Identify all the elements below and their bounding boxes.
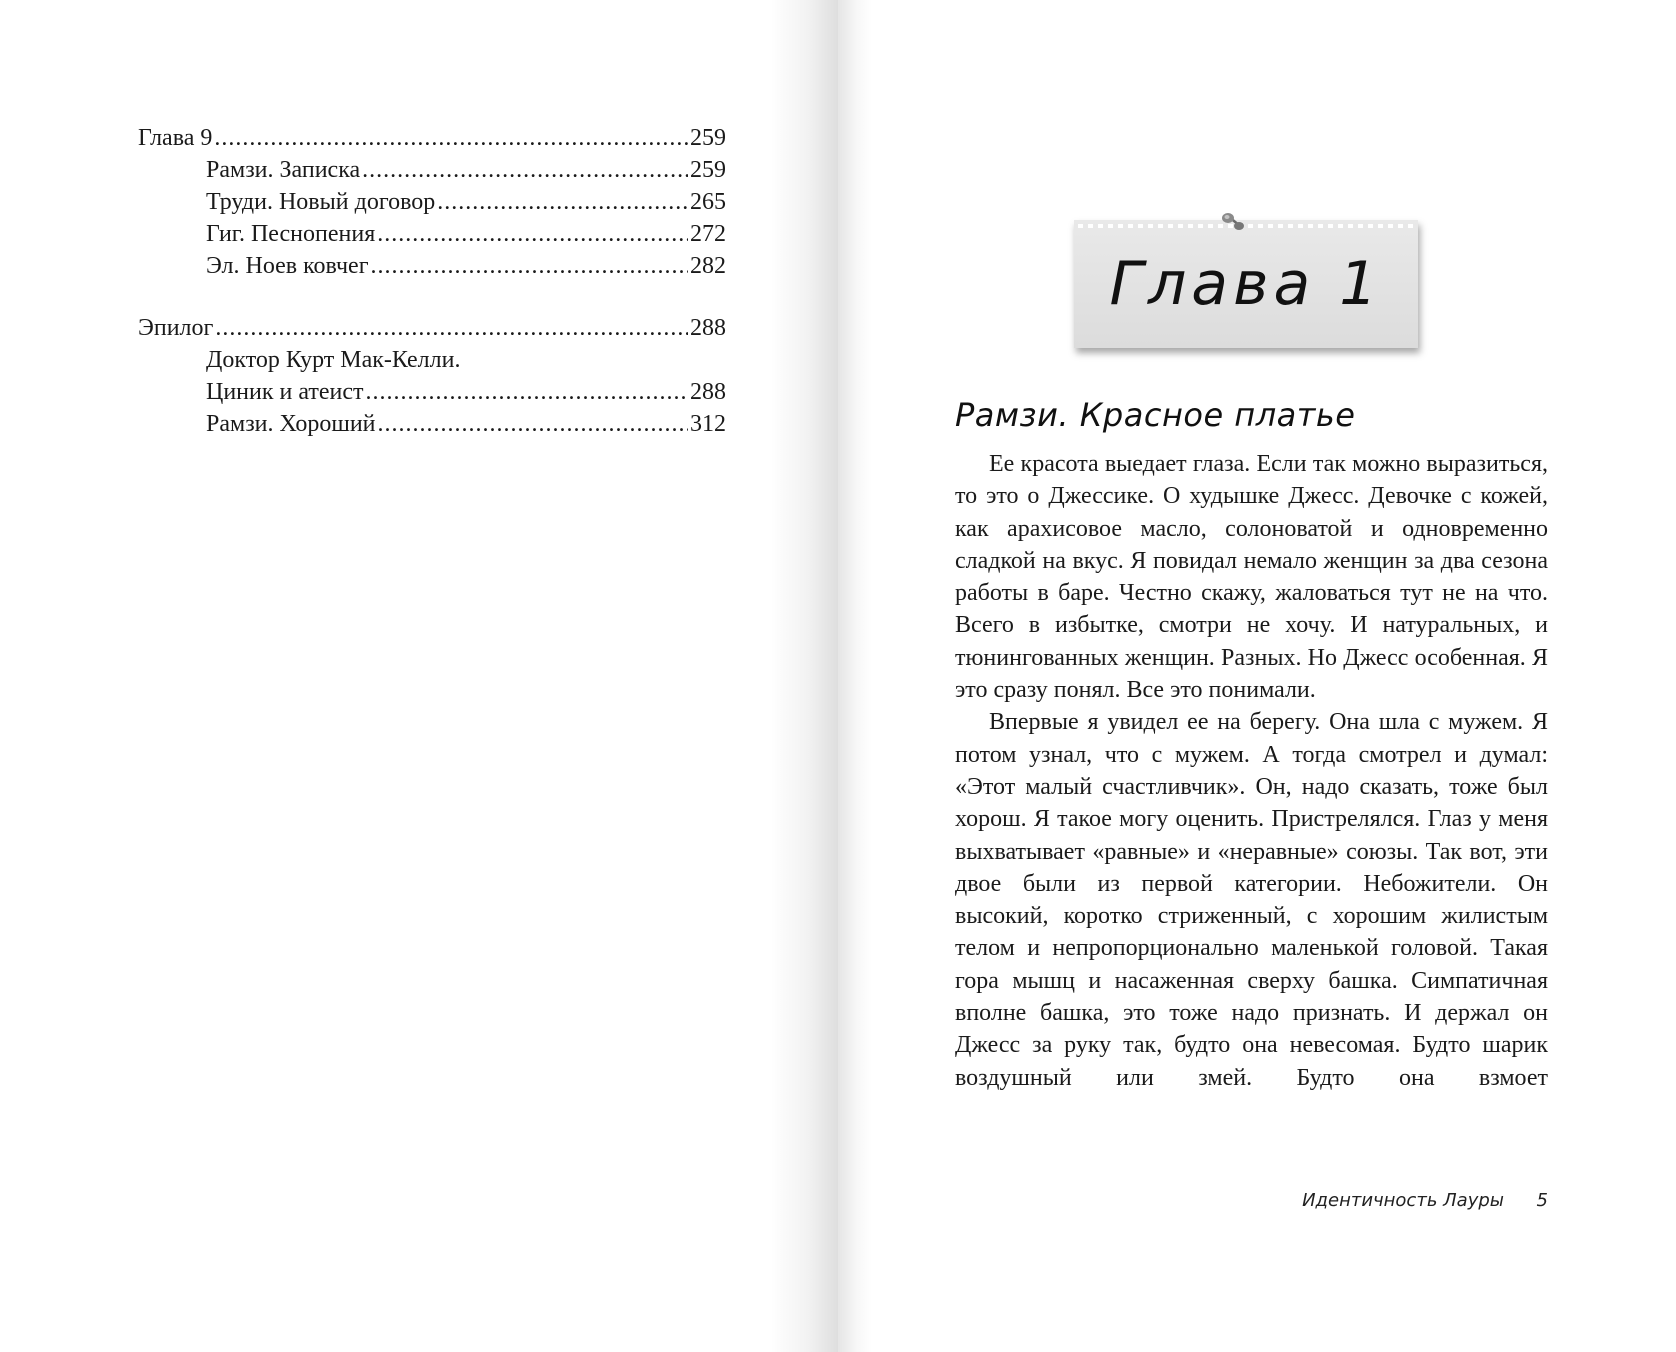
book-title: Идентичность Лауры [1302, 1190, 1504, 1211]
toc-entry-title: Доктор Курт Мак-Келли. [206, 347, 461, 373]
toc-entry-title: Рамзи. Хороший [206, 411, 376, 437]
toc-entry-title: Гиг. Песнопения [206, 221, 376, 247]
toc-dot-leader [377, 218, 688, 250]
toc-dot-leader [215, 312, 688, 344]
toc-entry [138, 186, 726, 218]
toc-entry-page: 288 [690, 315, 726, 341]
toc-entry-page: 259 [690, 125, 726, 151]
toc-entry [138, 218, 726, 250]
toc-dot-leader [437, 186, 688, 218]
gutter-shadow [838, 0, 872, 1352]
toc-entry [138, 154, 726, 186]
toc-dot-leader [214, 122, 688, 154]
table-of-contents [138, 122, 726, 440]
toc-entry-page: 259 [690, 157, 726, 183]
toc-entry-title: Циник и атеист [206, 379, 364, 405]
paragraph: Ее красота выедает глаза. Если так можно выразиться, то это о Джессике. О худышке Джесс. Девочке с кожей, как арахисовое масло, солоноватой и одновременно сладкой на вкус. Я повидал немало женщин за два сезона работы в баре. Честно скажу, жаловаться тут не на что. Всего в избытке, смотри не хочу. И натуральных, и тюнингованных женщин. Разных. Но Джесс особенная. Я это сразу понял. Все это понимали. [955, 451, 1548, 704]
toc-dot-leader [366, 376, 688, 408]
gutter-shadow [770, 0, 838, 1352]
toc-dot-leader [362, 154, 688, 186]
toc-entry [138, 250, 726, 282]
toc-entry [138, 344, 726, 376]
toc-entry [138, 122, 726, 154]
toc-entry-title: Эл. Ноев ковчег [206, 253, 369, 279]
paragraph: Впервые я увидел ее на берегу. Она шла с мужем. Я потом узнал, что с мужем. А тогда смотрел и думал: «Этот малый счастливчик». Он, надо сказать, тоже был хорош. Я такое могу оценить. Пристрелялся. Глаз у меня выхватывает «равные» и «неравные» союзы. Так вот, эти двое были из первой категории. Небожители. Он высокий, коротко стриженный, с хорошим жилистым телом и непропорционально маленькой головой. Такая гора мышц и насаженная сверху башка. Симпатичная вполне башка, это тоже надо признать. И держал он Джесс за руку так, будто она невесомая. Будто шарик воздушный или змей. Будто она взмоет [955, 709, 1548, 1091]
page-number: 5 [1536, 1190, 1548, 1211]
toc-entry-page: 272 [690, 221, 726, 247]
toc-dot-leader [371, 250, 688, 282]
toc-entry-page: 282 [690, 253, 726, 279]
pushpin-icon [1218, 212, 1258, 236]
toc-entry-title: Глава 9 [138, 125, 213, 151]
section-title: Рамзи. Красное платье [955, 396, 1356, 434]
toc-entry-page: 265 [690, 189, 726, 215]
toc-entry-page: 288 [690, 379, 726, 405]
toc-dot-leader [378, 408, 689, 440]
toc-entry [138, 408, 726, 440]
body-text [955, 448, 1548, 1094]
toc-entry [138, 312, 726, 344]
toc-entry-title: Труди. Новый договор [206, 189, 436, 215]
toc-entry [138, 376, 726, 408]
chapter-note-card [1074, 212, 1418, 356]
toc-entry-title: Эпилог [138, 315, 214, 341]
toc-entry-title: Рамзи. Записка [206, 157, 361, 183]
chapter-title: Глава 1 [1109, 249, 1383, 319]
toc-entry-page: 312 [690, 411, 726, 437]
